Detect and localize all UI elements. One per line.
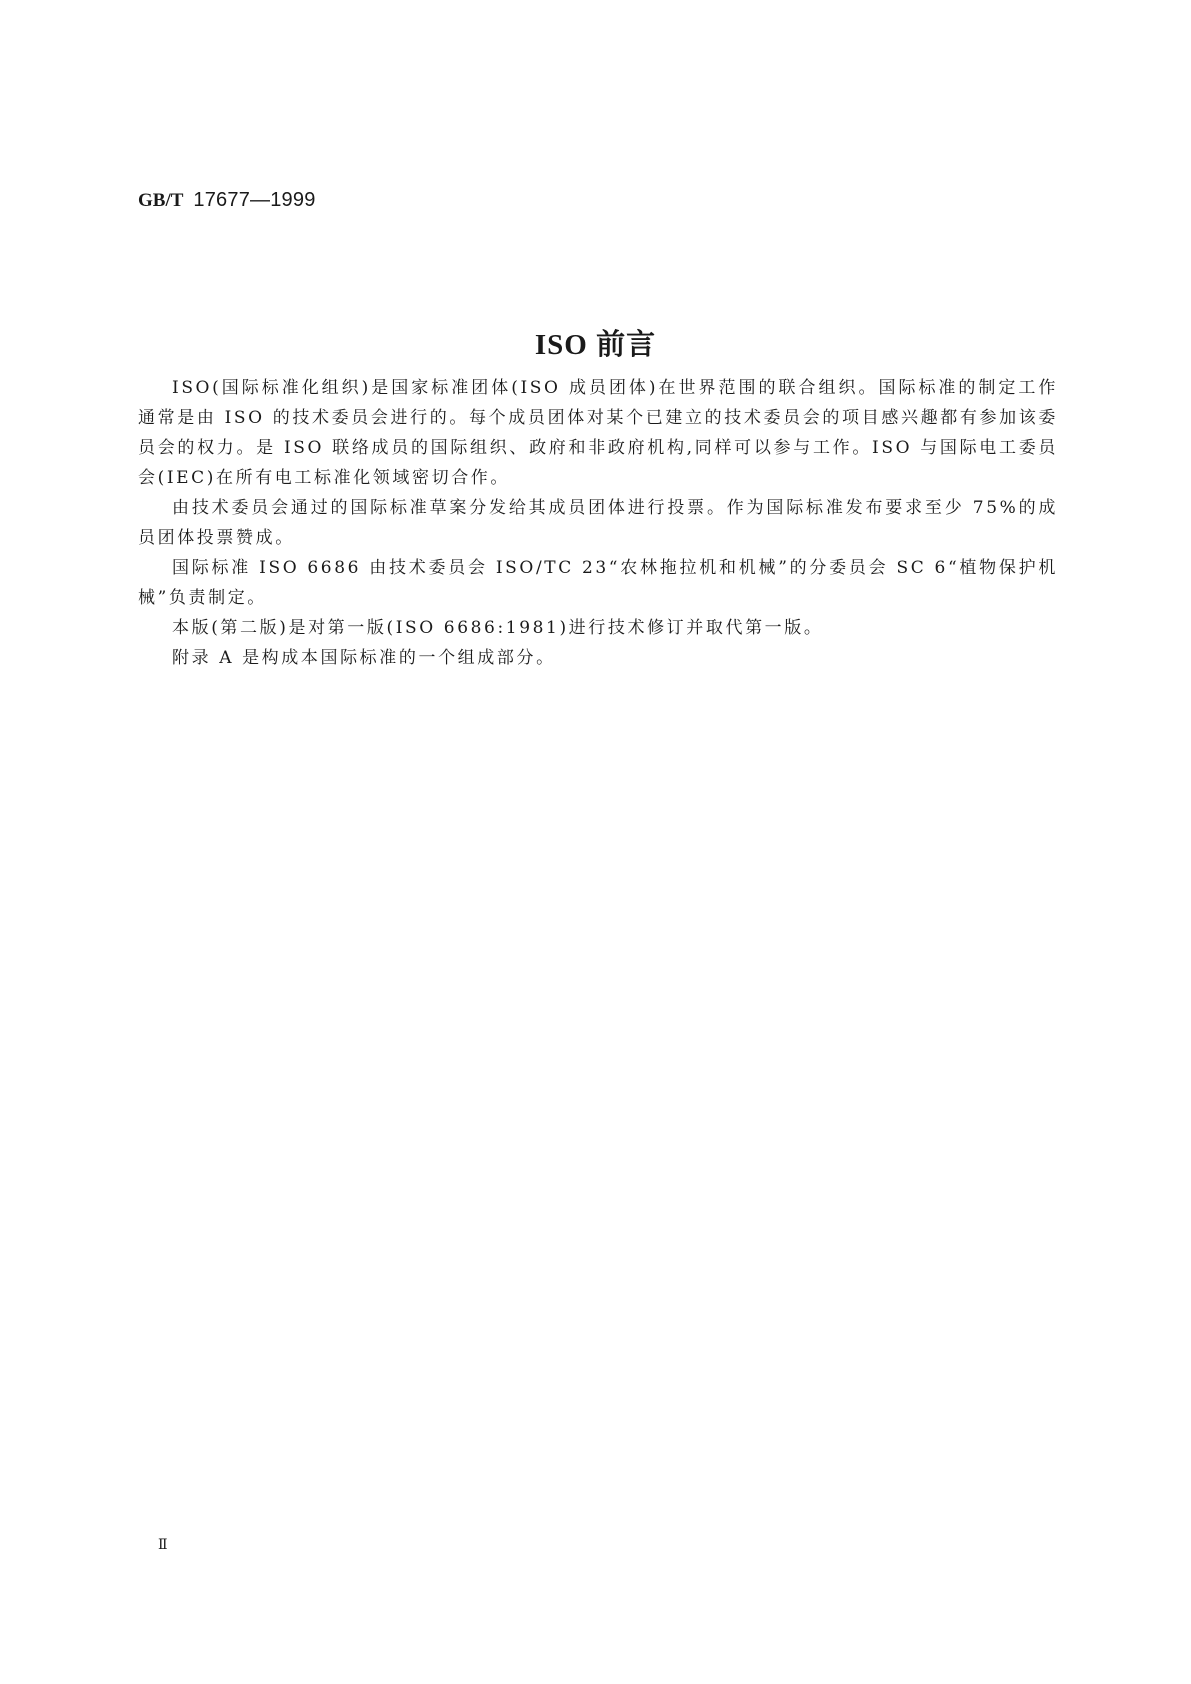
paragraph-iso-intro: ISO(国际标准化组织)是国家标准团体(ISO 成员团体)在世界范围的联合组织。国际标准的制定工作通常是由 ISO 的技术委员会进行的。每个成员团体对某个已建立的技术委员会的项目感兴趣都有参加该委员会的权力。是 ISO 联络成员的国际组织、政府和非政府机构,同样可以参与工作。ISO 与国际电工委员会(IEC)在所有电工标准化领域密切合作。 <box>138 378 1058 488</box>
paragraph-edition: 本版(第二版)是对第一版(ISO 6686:1981)进行技术修订并取代第一版。 <box>172 618 824 638</box>
page-title: ISO 前言 <box>534 329 657 362</box>
page-number: Ⅱ <box>158 1538 168 1553</box>
standard-prefix: GB/T <box>138 190 184 211</box>
paragraph-annex: 附录 A 是构成本国际标准的一个组成部分。 <box>172 648 556 668</box>
paragraph-committee: 国际标准 ISO 6686 由技术委员会 ISO/TC 23“农林拖拉机和机械”的分委员会 SC 6“植物保护机械”负责制定。 <box>138 558 1058 608</box>
document-header <box>138 188 316 213</box>
standard-number: 17677—1999 <box>193 189 316 211</box>
paragraph-voting: 由技术委员会通过的国际标准草案分发给其成员团体进行投票。作为国际标准发布要求至少 75%的成员团体投票赞成。 <box>138 498 1058 548</box>
foreword-body <box>138 373 1058 673</box>
